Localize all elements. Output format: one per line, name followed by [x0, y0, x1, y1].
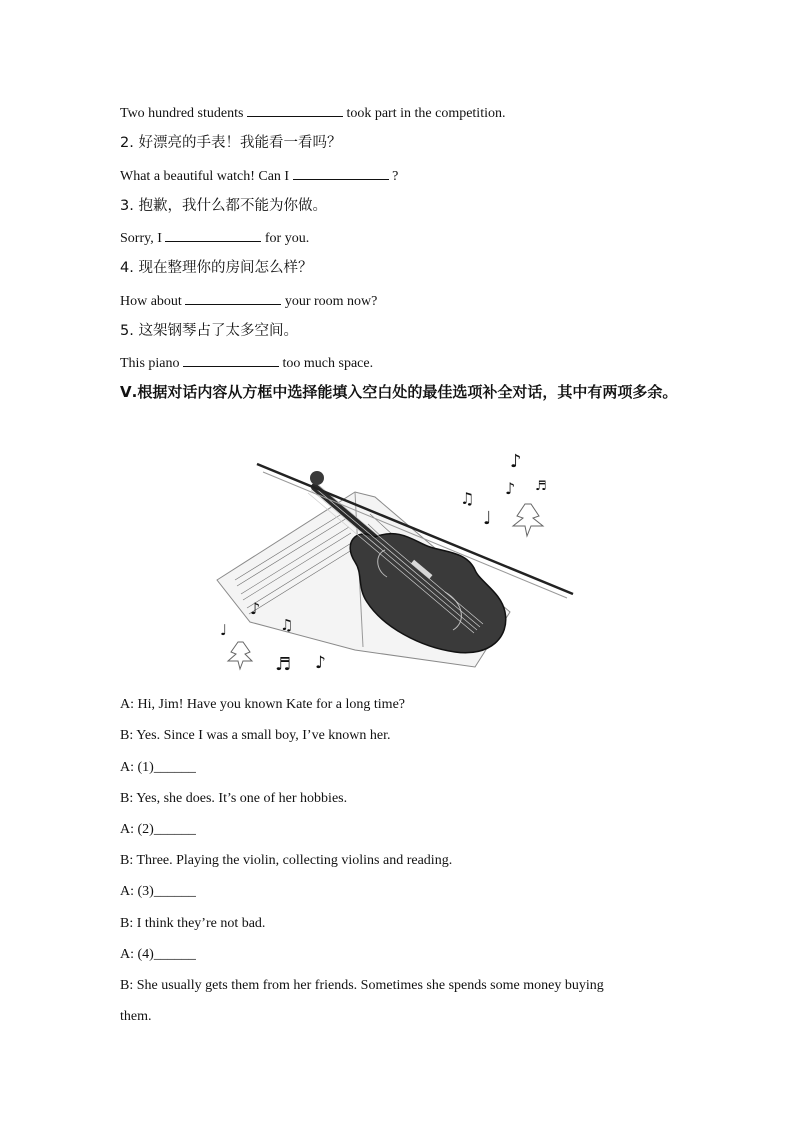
- question-4-number: 4.: [120, 260, 134, 276]
- fill-line-3-after: for you.: [261, 231, 310, 246]
- fill-line-5-before: This piano: [120, 356, 183, 371]
- fill-line-1-before: Two hundred students: [120, 106, 247, 121]
- dialogue-speaker: B:: [120, 728, 134, 743]
- question-4-chinese: 现在整理你的房间怎么样？: [138, 260, 313, 276]
- svg-text:♬: ♬: [275, 654, 292, 675]
- dialogue-text: Yes, she does. It’s one of her hobbies.: [136, 791, 348, 806]
- dialogue-speaker: A:: [120, 947, 134, 962]
- dialogue-blank-4[interactable]: (4)______: [137, 947, 196, 962]
- fill-line-4-before: How about: [120, 294, 186, 309]
- question-2-prompt: [120, 133, 341, 153]
- dialogue-speaker: A:: [120, 760, 134, 775]
- svg-text:♫: ♫: [280, 616, 294, 634]
- fill-line-2-before: What a beautiful watch! Can I: [120, 169, 293, 184]
- question-3-prompt: [120, 196, 327, 216]
- dialogue-line-7: [120, 882, 196, 902]
- svg-text:♪: ♪: [250, 599, 261, 618]
- dialogue-line-10: [120, 976, 604, 996]
- dialogue-blank-1[interactable]: (1)______: [137, 760, 196, 775]
- dialogue-line-4: [120, 789, 347, 809]
- dialogue-line-9: [120, 945, 196, 965]
- answer-blank-2[interactable]: [293, 165, 389, 180]
- svg-text:♩: ♩: [220, 621, 228, 639]
- dialogue-speaker: B:: [120, 791, 134, 806]
- dialogue-text: Three. Playing the violin, collecting violins and reading.: [136, 853, 453, 868]
- svg-text:♬: ♬: [535, 479, 547, 494]
- question-3-chinese: 抱歉，我什么都不能为你做。: [138, 198, 327, 214]
- section-v-instruction: 根据对话内容从方框中选择能填入空白处的最佳选项补全对话，其中有两项多余。: [137, 383, 678, 401]
- question-4-prompt: [120, 258, 312, 278]
- fill-line-1: [120, 102, 505, 124]
- dialogue-line-2: [120, 726, 391, 746]
- dialogue-text: them.: [120, 1009, 152, 1024]
- fill-line-5: [120, 352, 373, 374]
- dialogue-speaker: B:: [120, 978, 134, 993]
- dialogue-speaker: B:: [120, 853, 134, 868]
- fill-line-2: [120, 165, 398, 187]
- question-5-chinese: 这架钢琴占了太多空间。: [138, 323, 298, 339]
- question-3-number: 3.: [120, 198, 134, 214]
- fill-line-4-after: your room now?: [281, 294, 378, 309]
- fill-line-2-after: ?: [388, 169, 399, 184]
- svg-text:♪: ♪: [505, 479, 516, 498]
- dialogue-blank-3[interactable]: (3)______: [137, 884, 196, 899]
- dialogue-text: Hi, Jim! Have you known Kate for a long time?: [137, 697, 405, 712]
- question-5-number: 5.: [120, 323, 134, 339]
- dialogue-line-11: [120, 1007, 152, 1027]
- dialogue-speaker: B:: [120, 916, 134, 931]
- dialogue-speaker: A:: [120, 884, 134, 899]
- fill-line-3-before: Sorry, I: [120, 231, 166, 246]
- question-2-chinese: 好漂亮的手表！我能看一看吗？: [138, 135, 342, 151]
- answer-blank-1[interactable]: [247, 102, 343, 117]
- dialogue-line-6: [120, 851, 452, 871]
- question-2-number: 2.: [120, 135, 134, 151]
- question-5-prompt: [120, 321, 298, 341]
- fill-line-3: [120, 227, 309, 249]
- answer-blank-3[interactable]: [165, 227, 261, 242]
- svg-text:♪: ♪: [510, 452, 522, 472]
- fill-line-5-after: too much space.: [279, 356, 374, 371]
- section-v-numeral: Ⅴ.: [120, 383, 138, 401]
- violin-illustration: [205, 452, 585, 684]
- dialogue-speaker: A:: [120, 697, 134, 712]
- svg-text:♫: ♫: [460, 489, 475, 508]
- dialogue-line-8: [120, 914, 265, 934]
- fill-line-1-after: took part in the competition.: [342, 106, 506, 121]
- section-v-heading: [120, 377, 680, 408]
- answer-blank-4[interactable]: [185, 290, 281, 305]
- dialogue-text: I think they’re not bad.: [136, 916, 266, 931]
- fill-line-4: [120, 290, 377, 312]
- answer-blank-5[interactable]: [183, 352, 279, 367]
- svg-text:♪: ♪: [315, 653, 326, 673]
- svg-text:♩: ♩: [483, 508, 492, 529]
- dialogue-speaker: A:: [120, 822, 134, 837]
- dialogue-line-1: [120, 695, 405, 715]
- dialogue-line-3: [120, 758, 196, 778]
- dialogue-line-5: [120, 820, 196, 840]
- dialogue-text: She usually gets them from her friends. Sometimes she spends some money buying: [136, 978, 604, 993]
- dialogue-blank-2[interactable]: (2)______: [137, 822, 196, 837]
- dialogue-text: Yes. Since I was a small boy, I’ve known her.: [136, 728, 391, 743]
